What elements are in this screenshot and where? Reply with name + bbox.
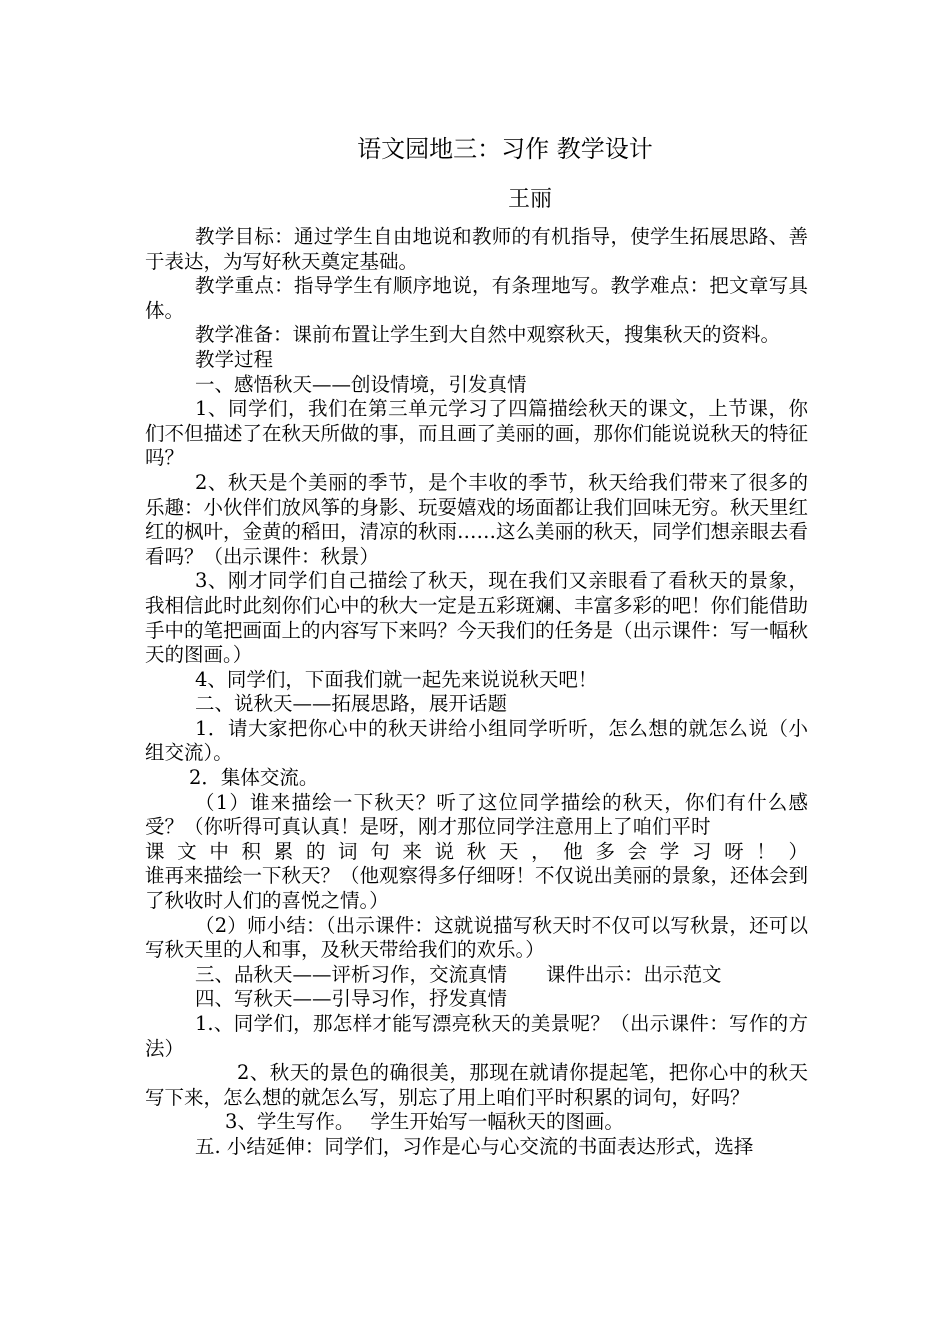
- paragraph-1-2: 2、秋天是个美丽的季节，是个丰收的季节，秋天给我们带来了很多的乐趣：小伙伴们放风筝的身影、玩耍嬉戏的场面都让我们回味无穷。秋天里红红的枫叶，金黄的稻田，清凉的秋雨……这么美丽的秋天，同学们想亲眼去看看吗？（出示课件：秋景）: [145, 470, 809, 568]
- paragraph-4-1: 1.、同学们，那怎样才能写漂亮秋天的美景呢？（出示课件：写作的方法）: [145, 1012, 808, 1060]
- section-heading-1: 一、感悟秋天——创设情境，引发真情: [195, 372, 527, 396]
- paragraph-2-2-1b: 课文中积累的词句来说秋天，他多会学习呀！）: [145, 839, 808, 863]
- paragraph-4-3: 3、学生写作。 学生开始写一幅秋天的图画。: [225, 1110, 624, 1134]
- paragraph-1-1: 1、同学们，我们在第三单元学习了四篇描绘秋天的课文，上节课，你们不但描述了在秋天所做的事，而且画了美丽的画，那你们能说说秋天的特征吗？: [145, 397, 809, 470]
- paragraph-focus: 教学重点：指导学生有顺序地说，有条理地写。教学难点：把文章写具体。: [145, 274, 808, 322]
- paragraph-1-3: 3、刚才同学们自己描绘了秋天，现在我们又亲眼看了看秋天的景象，我相信此时此刻你们心中的秋大一定是五彩斑斓、丰富多彩的吧！你们能借助手中的笔把画面上的内容写下来吗？今天我们的任务是（出示课件：写一幅秋天的图画。）: [145, 569, 809, 667]
- document-body: [145, 225, 808, 1160]
- paragraph-2-2: 2．集体交流。: [189, 766, 319, 790]
- section-heading-5: 五. 小结延伸：同学们，习作是心与心交流的书面表达形式，选择: [195, 1134, 754, 1158]
- section-heading-4: 四、写秋天——引导习作，抒发真情: [195, 987, 508, 1011]
- document-title: 语文园地三：习作 教学设计: [357, 135, 653, 163]
- paragraph-2-1: 1．请大家把你心中的秋天讲给小组同学听听，怎么想的就怎么说（小组交流）。: [145, 716, 808, 765]
- author-name: 王丽: [507, 187, 552, 212]
- paragraph-2-2-2: （2）师小结：（出示课件：这就说描写秋天时不仅可以写秋景，还可以写秋天里的人和事，及秋天带给我们的欢乐。）: [145, 913, 808, 962]
- heading-process: 教学过程: [195, 347, 274, 371]
- paragraph-4-2: 2、秋天的景色的确很美，那现在就请你提起笔，把你心中的秋天写下来，怎么想的就怎么写，别忘了用上咱们平时积累的词句，好吗？: [145, 1061, 808, 1109]
- paragraph-goal: 教学目标：通过学生自由地说和教师的有机指导，使学生拓展思路、善于表达，为写好秋天奠定基础。: [145, 225, 808, 273]
- paragraph-2-2-1a: （1）谁来描绘一下秋天？听了这位同学描绘的秋天，你们有什么感受？（你听得可真认真！是呀，刚才那位同学注意用上了咱们平时: [145, 790, 808, 839]
- section-heading-2: 二、说秋天——拓展思路，展开话题: [195, 692, 508, 716]
- section-heading-3: 三、品秋天——评析习作，交流真情 课件出示：出示范文: [195, 962, 722, 986]
- paragraph-prep: 教学准备：课前布置让学生到大自然中观察秋天，搜集秋天的资料。: [195, 323, 781, 347]
- paragraph-2-2-1c: 谁再来描绘一下秋天？（他观察得多仔细呀！不仅说出美丽的景象，还体会到了秋收时人们的喜悦之情。）: [145, 864, 809, 913]
- paragraph-1-4: 4、同学们，下面我们就一起先来说说秋天吧！: [195, 667, 598, 691]
